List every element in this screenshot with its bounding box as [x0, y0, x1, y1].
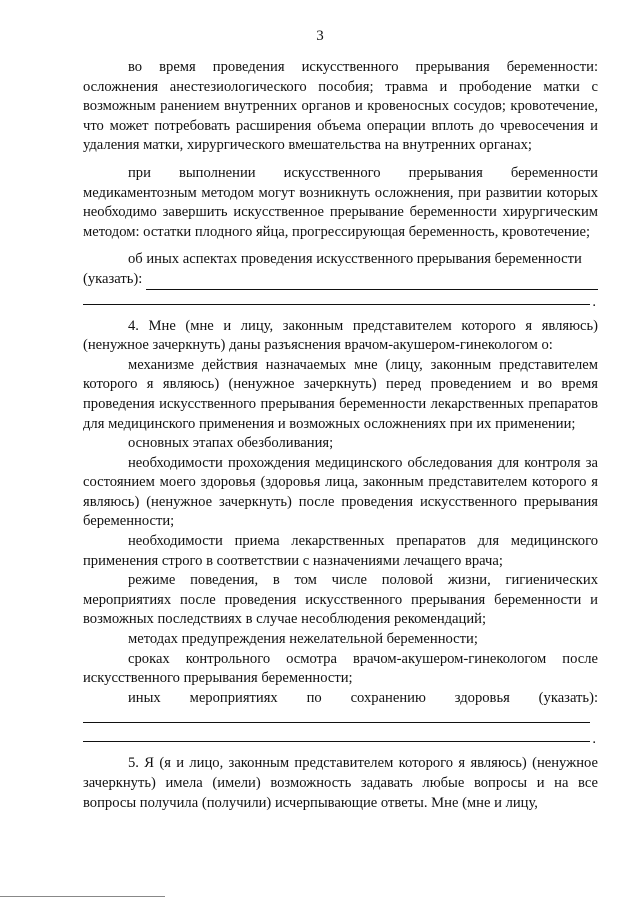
paragraph-other-aspects: об иных аспектах проведения искусственного прерывания беременности [128, 251, 582, 268]
paragraph-other-measures: иных мероприятиях по сохранению здоровья (указать): [128, 689, 598, 706]
paragraph-drug-mechanism: механизме действия назначаемых мне (лицу, законным представителем которого я являюсь) (ненужное зачеркнуть) перед проведением и во время проведения искусственного прерывания беременности лекарственных препаратов для медицинского применения и возможных осложнениях при их применении; [83, 356, 598, 432]
paragraph-complications-surgical: во время проведения искусственного прерывания беременности: осложнения анестезиологического пособия; травма и прободение матки с возможным ранением внутренних органов и кровеносных сосудов; кровотечение, что может потребовать расширения объема операции вплоть до чревосечения и удаления матки, хирургического вмешательства на внутренних органах; [83, 59, 598, 154]
blank-line [83, 741, 590, 742]
line-end-period: . [592, 731, 596, 748]
paragraph-examination: необходимости прохождения медицинского обследования для контроля за состоянием моего здоровья (здоровья лица, законным представителем которого я являюсь) (ненужное зачеркнуть) после проведения искусственного прерывания беременности; [83, 454, 598, 530]
other-measures-blank-1[interactable] [83, 708, 598, 727]
other-aspects-blank[interactable] [83, 290, 598, 309]
section-4-intro: 4. Мне (мне и лицу, законным представителем которого я являюсь) (ненужное зачеркнуть) даны разъяснения врачом-акушером-гинекологом о: [83, 317, 598, 354]
document-body [83, 58, 598, 813]
other-measures-blank-2[interactable] [83, 727, 598, 746]
paragraph-complications-medical: при выполнении искусственного прерывания беременности медикаментозным методом могут возникнуть осложнения, при развитии которых необходимо завершить искусственное прерывание беременности хирургическим методом: остатки плодного яйца, прогрессирующая беременность, кровотечение; [83, 164, 598, 240]
section-5-text: 5. Я (я и лицо, законным представителем которого я являюсь) (ненужное зачеркнуть) имела (имели) возможность задавать любые вопросы и на все вопросы получила (получили) исчерпывающие ответы. Мне (мне и лицу, [83, 755, 598, 811]
paragraph-anesthesia-stages: основных этапах обезболивания; [128, 435, 334, 452]
paragraph-contraception: методах предупреждения нежелательной беременности; [128, 631, 478, 648]
blank-line [83, 722, 590, 723]
line-end-period: . [592, 293, 596, 310]
field-label: (указать): [83, 270, 143, 287]
paragraph-medication-intake: необходимости приема лекарственных препаратов для медицинского применения строго в соответствии с назначениями лечащего врача; [83, 533, 598, 569]
footer-rule [0, 896, 165, 897]
page-number: 3 [316, 28, 324, 44]
paragraph-behavior-regime: режиме поведения, в том числе половой жизни, гигиенических мероприятиях после проведения искусственного прерывания беременности и возможных последствиях в случае несоблюдения рекомендаций; [83, 572, 598, 628]
other-aspects-field[interactable] [83, 270, 598, 290]
blank-line [83, 304, 590, 305]
paragraph-followup: сроках контрольного осмотра врачом-акушером-гинекологом после искусственного прерывания беременности; [83, 650, 598, 687]
blank-line [146, 276, 598, 290]
